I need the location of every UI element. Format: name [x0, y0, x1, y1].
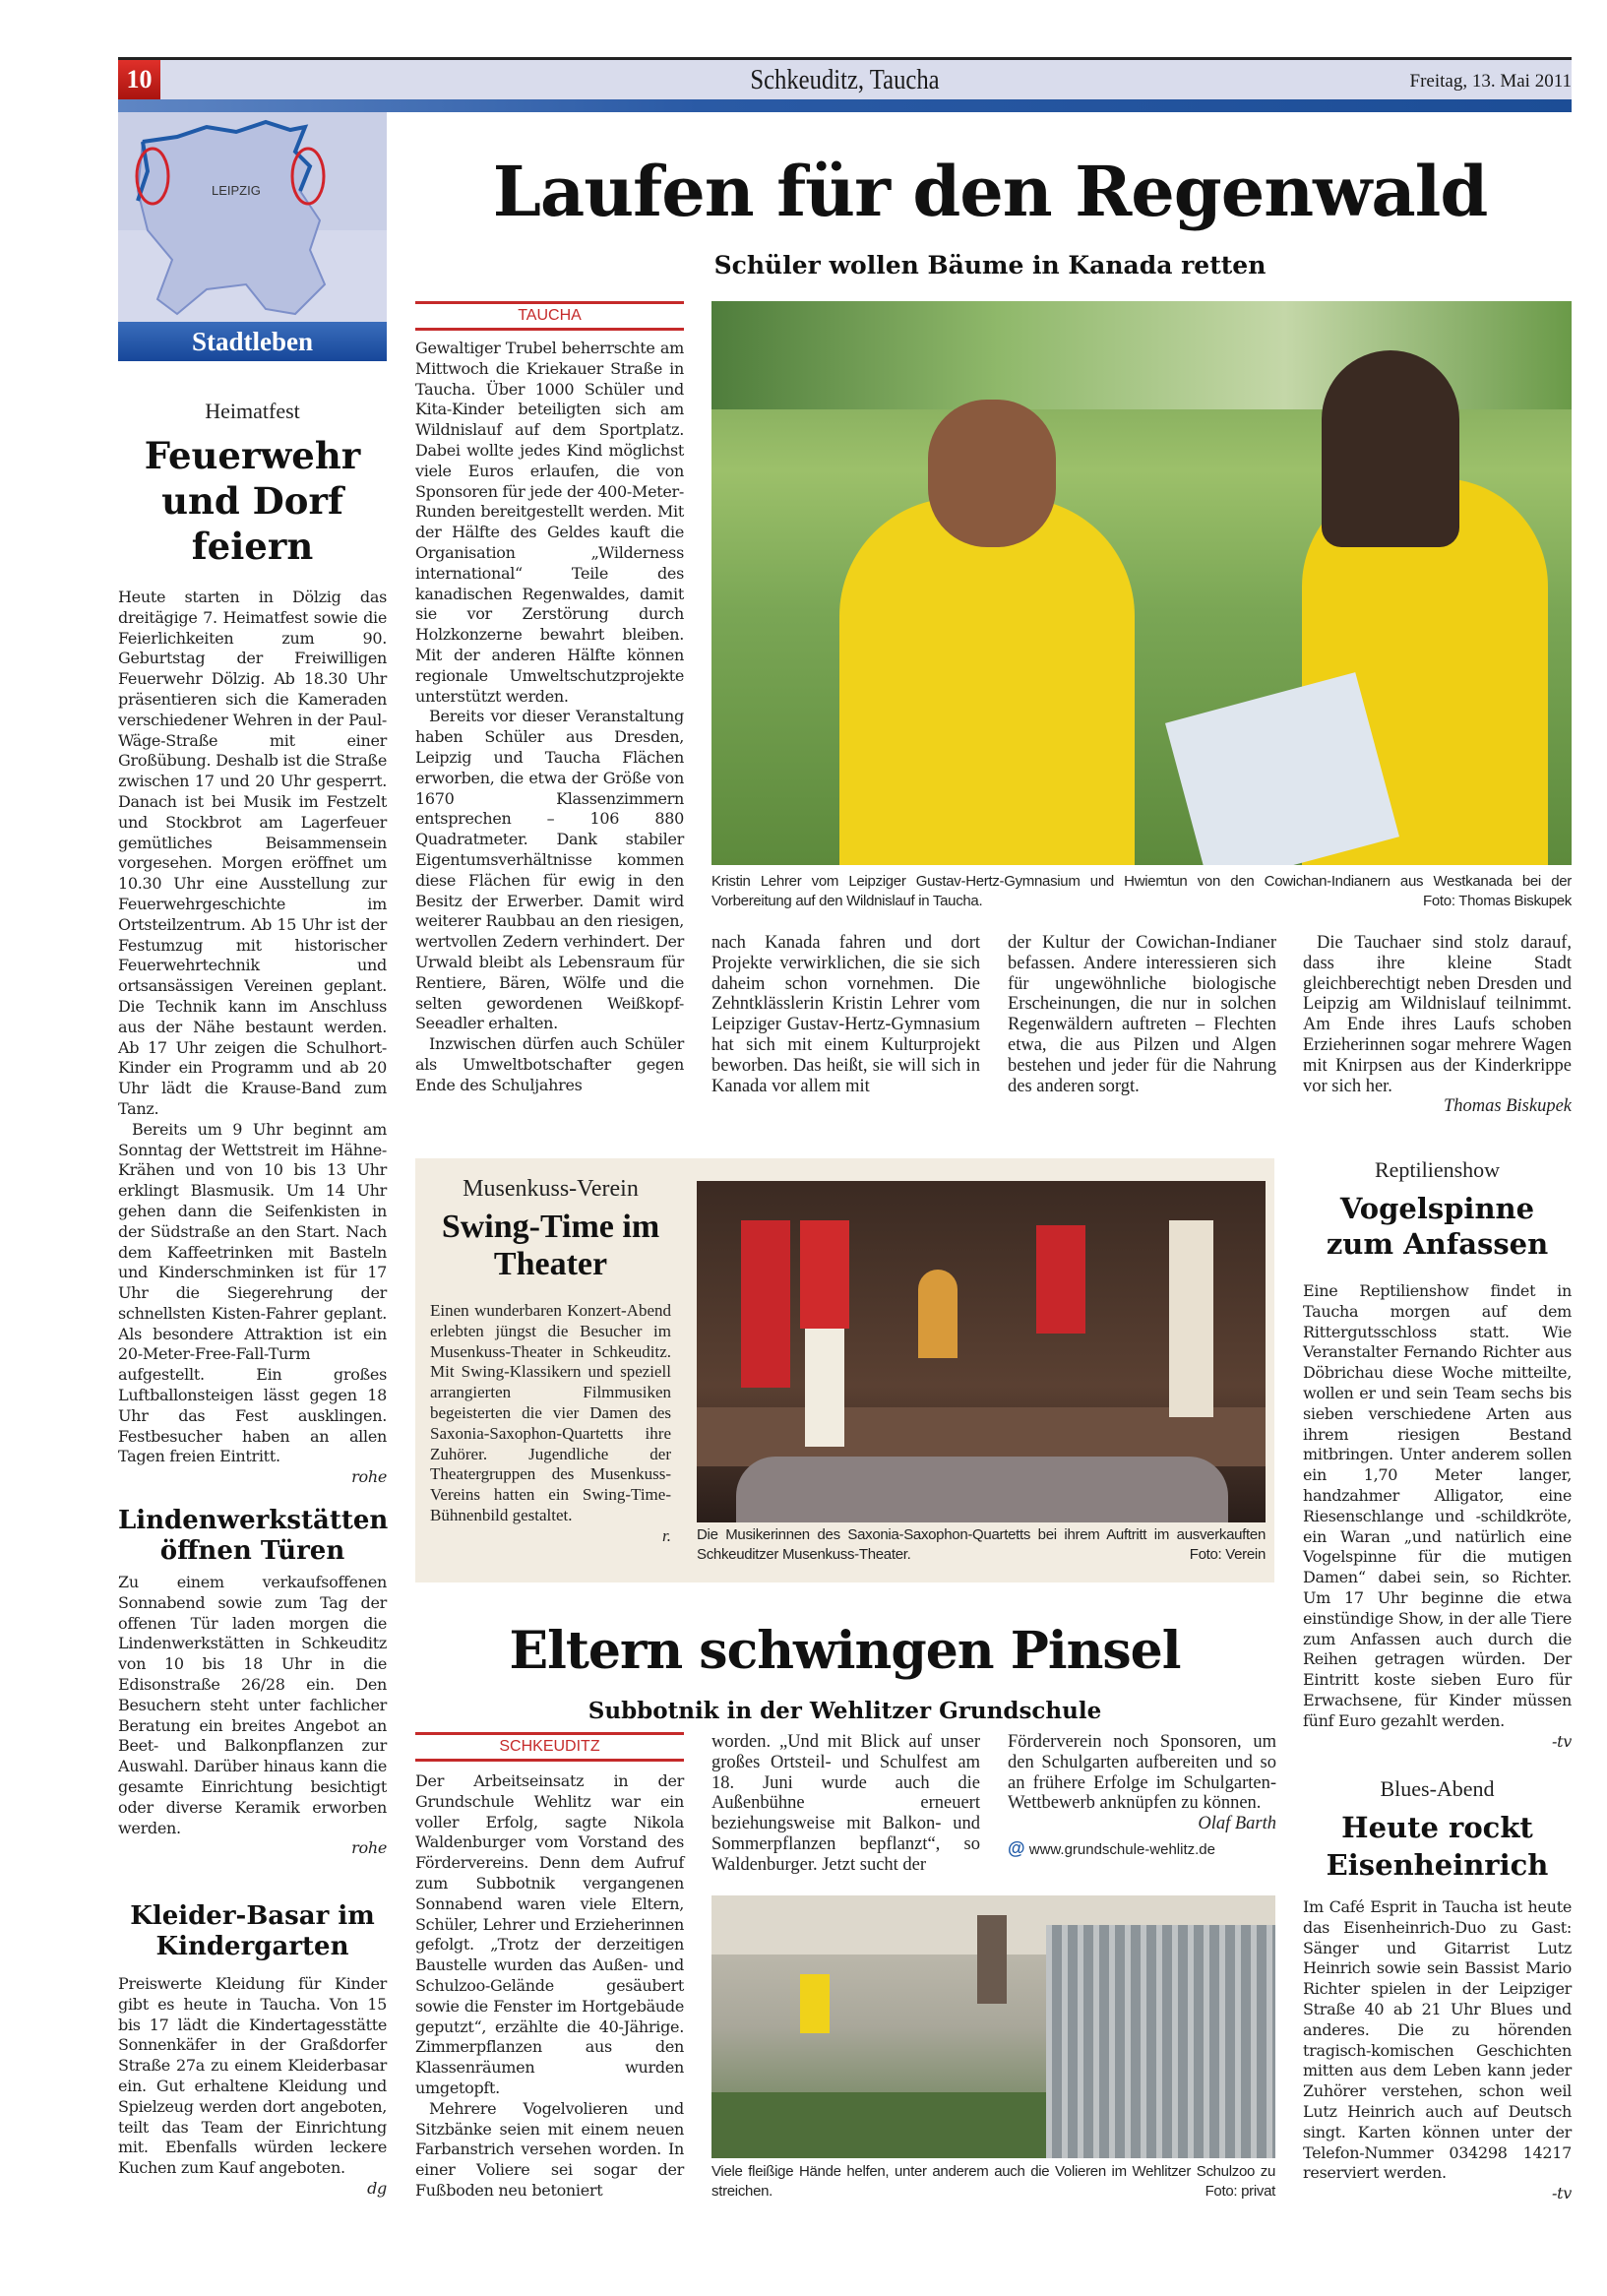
- eltern-photo-caption: [711, 2162, 1275, 2202]
- main-photo: [711, 301, 1572, 865]
- caption-text: Die Musikerinnen des Saxonia-Saxophon-Quartetts bei ihrem Auftritt im ausverkauften Schkeuditzer Musenkuss-Theater.: [697, 1526, 1266, 1563]
- eltern-headline: Eltern schwingen Pinsel: [509, 1621, 1181, 1681]
- main-headline: Laufen für den Regenwald: [492, 151, 1488, 232]
- author: Thomas Biskupek: [1444, 1096, 1572, 1117]
- header-band: [118, 99, 1572, 112]
- main-article-col1: [415, 339, 684, 1095]
- paragraph: nach Kanada fahren und dort Projekte verwirklichen, die sie sich daheim schon vornehmen. Die Zehntklässlerin Kristin Lehrer vom Leipziger Gustav-Hertz-Gymnasium hat sich mit einem Kulturprojekt beworben. Das heißt, sie will sich in Kanada vor allem mit: [711, 933, 980, 1096]
- musenkuss-photo-caption: [697, 1525, 1266, 1565]
- main-article-col2: [711, 933, 980, 1096]
- paragraph: Mehrere Vogelvolieren und Sitzbänke seien mit einem neuen Farbanstrich versehen worden. In einer Voliere sei sogar der Fußboden neu betoniert: [415, 2098, 684, 2200]
- linden-body: [118, 1573, 387, 1859]
- reptil-headline: Vogelspinne zum Anfassen: [1326, 1192, 1549, 1261]
- linden-headline: Lindenwerkstätten öffnen Türen: [118, 1506, 389, 1566]
- paragraph: Bereits um 9 Uhr beginnt am Sonntag der Wettstreit im Hähne-Krähen und von 10 bis 13 Uhr erklingt Blasmusik. Um 14 Uhr gehen dann die Seifenkisten in der Südstraße an den Start. Nach dem Kaffeetrinken mit Basteln und Kinderschminken ist für 17 Uhr die Siegerehrung der schnellsten Kisten-Fahrer geplant. Als besondere Attraktion ist ein 20-Meter-Free-Fall-Turm aufgestellt. Ein großes Luftballonsteigen lässt gegen 18 Uhr das Fest ausklingen. Festbesucher haben an allen Tagen freien Eintritt.: [118, 1119, 387, 1466]
- paragraph: Heute starten in Dölzig das dreitägige 7. Heimatfest sowie die Feierlichkeiten zum 90. Geburtstag der Freiwilligen Feuerwehr Dölzig. Ab 18.30 Uhr präsentieren sich die Kameraden verschiedener Wehren in der Paul-Wäge-Straße mit einer Großübung. Deshalb ist die Straße zwischen 17 und 20 Uhr gesperrt. Danach ist bei Musik im Festzelt und Stockbrot am Lagerfeuer gemütliches Beisammensein vorgesehen. Morgen eröffnet um 10.30 Uhr eine Ausstellung zur Feuerwehrgeschichte im Ortsteilzentrum. Ab 15 Uhr ist der Festumzug mit historischer Feuerwehrtechnik und ortsansässigen Vereinen geplant. Die Technik kann im Anschluss aus der Nähe bestaunt werden. Ab 17 Uhr zeigen die Schulhort-Kinder ein Programm und ab 20 Uhr lädt die Krause-Band zum Tanz.: [118, 588, 387, 1118]
- page-number: 10: [118, 60, 160, 99]
- paragraph: Inzwischen dürfen auch Schüler als Umweltbotschafter gegen Ende des Schuljahres: [415, 1034, 684, 1094]
- paragraph: Einen wunderbaren Konzert-Abend erlebten jüngst die Besucher im Musenkuss-Theater in Schkeuditz. Mit Swing-Klassikern und speziell arrangierten Filmmusiken begeisterten die vier Damen des Saxonia-Saxophon-Quartetts ihre Zuhörer. Jugendliche der Theatergruppen des Musenkuss-Vereins hatten ein Swing-Time-Bühnenbild gestaltet.: [430, 1301, 671, 1524]
- eltern-col3: [1008, 1732, 1276, 1859]
- heimatfest-body: [118, 588, 387, 1488]
- paragraph: Gewaltiger Trubel beherrschte am Mittwoch die Kriekauer Straße in Taucha. Über 1000 Schüler und Kita-Kinder beteiligten sich am Wildnislauf auf dem Sportplatz. Dabei wollte jedes Kind möglichst viele Euros erlaufen, die von Sponsoren für jede der 400-Meter-Runden bereitgestellt werden. Mit der Hälfte des Geldes kauft die Organisation „Wilderness international“ Teile des kanadischen Regenwaldes, damit sie vor Zerstörung durch Holzkonzerne bewahrt bleiben. Mit der anderen Hälfte können regionale Umweltschutzprojekte unterstützt werden.: [415, 339, 684, 706]
- author: r.: [662, 1525, 671, 1545]
- author: rohe: [351, 1467, 387, 1487]
- author: -tv: [1552, 1731, 1572, 1751]
- location-label: SCHKEUDITZ: [415, 1732, 684, 1762]
- eltern-col2: [711, 1732, 980, 1876]
- sidebar-label: Stadtleben: [118, 322, 387, 361]
- location-label: TAUCHA: [415, 301, 684, 331]
- blues-body: [1303, 1897, 1572, 2204]
- author: Olaf Barth: [1198, 1814, 1276, 1834]
- basar-headline: Kleider-Basar im Kindergarten: [130, 1901, 375, 1961]
- reptil-body: [1303, 1281, 1572, 1752]
- author: dg: [367, 2178, 387, 2198]
- web-link[interactable]: [1008, 1838, 1276, 1859]
- region-map: [118, 112, 387, 322]
- photo-credit: Foto: Verein: [1189, 1546, 1266, 1563]
- main-article-col3: [1008, 933, 1276, 1096]
- caption-text: Viele fleißige Hände helfen, unter anderem auch die Volieren im Wehlitzer Schulzoo zu streichen.: [711, 2163, 1275, 2200]
- reptil-kicker: Reptilienshow: [1374, 1157, 1501, 1182]
- paragraph: der Kultur der Cowichan-Indianer befassen. Andere interessieren sich für ungewöhnliche biologische Erscheinungen, die nur in solchen Regenwäldern auftreten – Flechten etwa, die aus Pilzen und Algen bestehen und jeder für die Nahrung des anderen sorgt.: [1008, 933, 1276, 1096]
- paragraph: Der Arbeitseinsatz in der Grundschule Wehlitz war ein voller Erfolg, sagte Nikola Waldenburger vom Vorstand des Fördervereins. Denn dem Aufruf zum Subbotnik vergangenen Sonnabend waren viele Eltern, Schüler, Lehrer und Erzieherinnen gefolgt. „Trotz der derzeitigen Baustelle wurden das Außen- und Schulzoo-Gelände gesäubert sowie die Fenster im Hortgebäude geputzt“, erzählte die 40-Jährige. Zimmerpflanzen aus den Klassenräumen wurden umgetopft.: [415, 1771, 684, 2097]
- paragraph: Im Café Esprit in Taucha ist heute das Eisenheinrich-Duo zu Gast: Sänger und Gitarrist Lutz Heinrich sowie sein Bassist Mario Richter spielen in der Leipziger Straße 40 ab 21 Uhr Blues und anderes. Die zu hörenden tragisch-komischen Geschichten mitten aus dem Leben kann jeder Zuhörer verstehen, schon weil Lutz Heinrich auch auf Deutsch singt. Karten können unter der Telefon-Nummer 034298 14217 reserviert werden.: [1303, 1897, 1572, 2183]
- paragraph: Bereits vor dieser Veranstaltung haben Schüler aus Dresden, Leipzig und Taucha Flächen erworben, die etwa der Größe von 1670 Klassenzimmern entsprechen – 106 880 Quadratmeter. Dank stabiler Eigentumsverhältnisse kommen diese Flächen für ewig in den Besitz der Erwerber. Damit wird weiterer Raubbau an den riesigen, wertvollen Zedern verhindert. Der Urwald bleibt als Lebensraum für Rentiere, Bären, Wölfe und die selten gewordenen Weißkopf-Seeadler erhalten.: [415, 707, 684, 1033]
- map-label: LEIPZIG: [212, 183, 261, 198]
- section-title: Schkeuditz, Taucha: [750, 64, 940, 95]
- heimatfest-kicker: Heimatfest: [205, 399, 300, 423]
- main-subheadline: Schüler wollen Bäume in Kanada retten: [713, 251, 1267, 279]
- at-icon: @: [1008, 1837, 1025, 1858]
- eltern-photo: [711, 1895, 1275, 2158]
- heimatfest-headline: Feuerwehr und Dorf feiern: [144, 434, 361, 568]
- musenkuss-headline: Swing-Time im Theater: [441, 1209, 660, 1282]
- link-text[interactable]: www.grundschule-wehlitz.de: [1028, 1840, 1215, 1858]
- musenkuss-photo: [697, 1181, 1266, 1522]
- paragraph: Zu einem verkaufsoffenen Sonnabend sowie zum Tag der offenen Tür laden morgen die Lindenwerkstätten in Schkeuditz von 10 bis 18 Uhr in die Edisonstraße 26/28 ein. Den Besuchern steht unter fachlicher Beratung ein breites Angebot an Beet- und Balkonpflanzen zur Auswahl. Darüber hinaus kann die gesamte Einrichtung besichtigt oder diverse Keramik erworben werden.: [118, 1573, 387, 1837]
- caption-text: Kristin Lehrer vom Leipziger Gustav-Hertz-Gymnasium und Hwiemtun von den Cowichan-Indianern aus Westkanada bei der Vorbereitung auf den Wildnislauf in Taucha.: [711, 873, 1572, 909]
- main-photo-caption: [711, 872, 1572, 911]
- blues-headline: Heute rockt Eisenheinrich: [1326, 1811, 1549, 1882]
- musenkuss-kicker: Musenkuss-Verein: [463, 1176, 639, 1202]
- paragraph: Die Tauchaer sind stolz darauf, dass ihre kleine Stadt gleichberechtigt neben Dresden und Leipzig am Wildnislauf teilnimmt. Am Ende ihres Laufs schoben Erzieherinnen sogar mehrere Wagen mit Knirpsen aus der Kinderkrippe vor sich her.: [1303, 933, 1572, 1096]
- paragraph: Eine Reptilienshow findet in Taucha morgen auf dem Rittergutsschloss statt. Wie Veranstalter Fernando Richter aus Döbrichau diese Woche mitteilte, wollen er und sein Team sechs bis sieben verschiedene Arten aus ihrem riesigen Bestand mitbringen. Unter anderem sollen ein 1,70 Meter langer, handzahmer Alligator, eine Riesenschlange und -schildkröte, ein Waran „und natürlich eine Vogelspinne für die mutigen Damen“ dabei sein, so Richter. Um 17 Uhr beginne die etwa einstündige Show, in der alle Tiere zum Anfassen auch durch die Reihen getragen würden. Der Eintritt koste sieben Euro für Erwachsene, für Kinder müssen fünf Euro gezahlt werden.: [1303, 1281, 1572, 1730]
- photo-credit: Foto: privat: [1205, 2183, 1275, 2200]
- photo-credit: Foto: Thomas Biskupek: [1423, 893, 1572, 909]
- paragraph: Förderverein noch Sponsoren, um den Schulgarten aufbereiten und so an frühere Erfolge im Schulgarten-Wettbewerb anknüpfen zu können.: [1008, 1732, 1276, 1814]
- paragraph: worden. „Und mit Blick auf unser großes Ortsteil- und Schulfest am 18. Juni wurde auch die Außenbühne erneuert beziehungsweise mit Balkon- und Sommerpflanzen bepflanzt“, so Waldenburger. Jetzt sucht der: [711, 1732, 980, 1875]
- blues-kicker: Blues-Abend: [1380, 1776, 1495, 1801]
- eltern-subheadline: Subbotnik in der Wehlitzer Grundschule: [587, 1698, 1102, 1724]
- paragraph: Preiswerte Kleidung für Kinder gibt es heute in Taucha. Von 15 bis 17 lädt die Kindertagesstätte Sonnenkäfer in der Graßdorfer Straße 27a zu einem Kleiderbasar ein. Gut erhaltene Kleidung und Spielzeug werden dort angeboten, teilt das Team der Einrichtung mit. Ebenfalls würden leckere Kuchen zum Kauf angeboten.: [118, 1974, 387, 2178]
- musenkuss-body: [430, 1301, 671, 1547]
- basar-body: [118, 1974, 387, 2200]
- author: -tv: [1552, 2184, 1572, 2203]
- author: rohe: [351, 1838, 387, 1858]
- issue-date: Freitag, 13. Mai 2011: [1409, 71, 1572, 92]
- eltern-col1: [415, 1771, 684, 2202]
- main-article-col4: [1303, 933, 1572, 1117]
